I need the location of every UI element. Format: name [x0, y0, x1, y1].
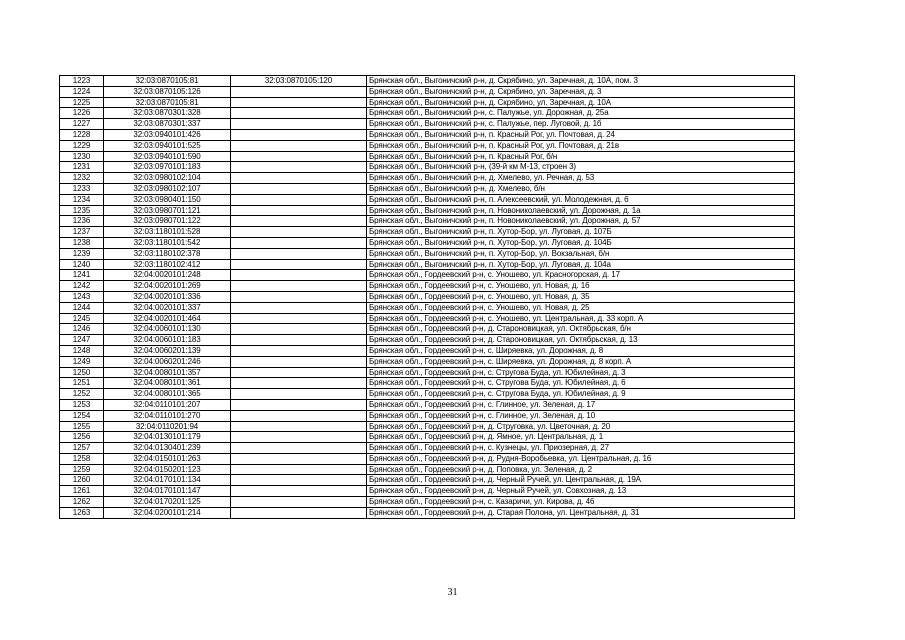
address-cell: Брянская обл., Выгоничский р-н, (39-й км М-13, строен 3) — [367, 162, 795, 173]
row-number-cell: 1233 — [60, 183, 104, 194]
table-row — [60, 108, 795, 119]
address-cell: Брянская обл., Выгоничский р-н, п. Хутор-Бор, ул. Луговая, д. 104а — [367, 259, 795, 270]
cadastral-number-cell: 32:03:0870105:81 — [104, 76, 231, 87]
row-number-cell: 1251 — [60, 378, 104, 389]
cadastral-number-cell: 32:04:0170101:147 — [104, 486, 231, 497]
related-cadastral-number-cell — [231, 335, 367, 346]
cadastral-number-cell: 32:04:0080101:365 — [104, 389, 231, 400]
row-number-cell: 1224 — [60, 86, 104, 97]
address-cell: Брянская обл., Выгоничский р-н, д. Хмелево, б/н — [367, 183, 795, 194]
row-number-cell: 1237 — [60, 227, 104, 238]
cadastral-number-cell: 32:04:0020101:336 — [104, 291, 231, 302]
cadastral-number-cell: 32:04:0150101:263 — [104, 453, 231, 464]
table-row — [60, 486, 795, 497]
cadastral-number-cell: 32:03:0940101:590 — [104, 151, 231, 162]
table-row — [60, 183, 795, 194]
row-number-cell: 1231 — [60, 162, 104, 173]
related-cadastral-number-cell — [231, 313, 367, 324]
table-row — [60, 97, 795, 108]
related-cadastral-number-cell — [231, 140, 367, 151]
cadastral-number-cell: 32:04:0080101:357 — [104, 367, 231, 378]
related-cadastral-number-cell — [231, 443, 367, 454]
table-row — [60, 475, 795, 486]
related-cadastral-number-cell — [231, 356, 367, 367]
row-number-cell: 1247 — [60, 335, 104, 346]
table-row — [60, 291, 795, 302]
related-cadastral-number-cell — [231, 173, 367, 184]
related-cadastral-number-cell — [231, 183, 367, 194]
related-cadastral-number-cell — [231, 119, 367, 130]
table-row — [60, 248, 795, 259]
address-cell: Брянская обл., Выгоничский р-н, п. Хутор-Бор, ул. Луговая, д. 107Б — [367, 227, 795, 238]
related-cadastral-number-cell — [231, 464, 367, 475]
row-number-cell: 1234 — [60, 194, 104, 205]
cadastral-number-cell: 32:04:0170101:134 — [104, 475, 231, 486]
address-cell: Брянская обл., Гордеевский р-н, с. Казаричи, ул. Кирова, д. 46 — [367, 497, 795, 508]
cadastral-number-cell: 32:03:1180101:542 — [104, 237, 231, 248]
row-number-cell: 1253 — [60, 399, 104, 410]
table-row — [60, 356, 795, 367]
cadastral-number-cell: 32:03:0870105:81 — [104, 97, 231, 108]
cadastral-number-cell: 32:03:0870301:337 — [104, 119, 231, 130]
table-row — [60, 410, 795, 421]
cadastral-number-cell: 32:04:0200101:214 — [104, 507, 231, 518]
address-cell: Брянская обл., Выгоничский р-н, д. Скрябино, ул. Заречная, д. 3 — [367, 86, 795, 97]
cadastral-number-cell: 32:04:0130401:239 — [104, 443, 231, 454]
table-row — [60, 194, 795, 205]
address-cell: Брянская обл., Гордеевский р-н, с. Уношево, ул. Новая, д. 16 — [367, 281, 795, 292]
cadastral-number-cell: 32:04:0080101:361 — [104, 378, 231, 389]
table-row — [60, 497, 795, 508]
table-row — [60, 378, 795, 389]
table-row — [60, 302, 795, 313]
cadastral-number-cell: 32:04:0110101:270 — [104, 410, 231, 421]
row-number-cell: 1259 — [60, 464, 104, 475]
cadastral-number-cell: 32:03:0980401:150 — [104, 194, 231, 205]
table-row — [60, 453, 795, 464]
row-number-cell: 1256 — [60, 432, 104, 443]
related-cadastral-number-cell — [231, 291, 367, 302]
address-cell: Брянская обл., Гордеевский р-н, с. Уношево, ул. Красногорская, д. 17 — [367, 270, 795, 281]
cadastral-number-cell: 32:04:0060101:183 — [104, 335, 231, 346]
related-cadastral-number-cell — [231, 389, 367, 400]
property-table — [59, 75, 795, 519]
address-cell: Брянская обл., Выгоничский р-н, п. Хутор-Бор, ул. Вокзальная, б/н — [367, 248, 795, 259]
row-number-cell: 1260 — [60, 475, 104, 486]
table-row — [60, 313, 795, 324]
cadastral-number-cell: 32:04:0060101:130 — [104, 324, 231, 335]
cadastral-number-cell: 32:03:0870105:126 — [104, 86, 231, 97]
table-row — [60, 140, 795, 151]
cadastral-number-cell: 32:03:0980701:122 — [104, 216, 231, 227]
address-cell: Брянская обл., Гордеевский р-н, с. Стругова Буда, ул. Юбилейная, д. 3 — [367, 367, 795, 378]
related-cadastral-number-cell — [231, 237, 367, 248]
row-number-cell: 1226 — [60, 108, 104, 119]
row-number-cell: 1223 — [60, 76, 104, 87]
table-row — [60, 162, 795, 173]
row-number-cell: 1249 — [60, 356, 104, 367]
address-cell: Брянская обл., Выгоничский р-н, п. Красный Рог, б/н — [367, 151, 795, 162]
row-number-cell: 1246 — [60, 324, 104, 335]
row-number-cell: 1240 — [60, 259, 104, 270]
cadastral-number-cell: 32:04:0150201:123 — [104, 464, 231, 475]
table-row — [60, 432, 795, 443]
address-cell: Брянская обл., Гордеевский р-н, с. Ширяевка, ул. Дорожная, д. 8 корп. А — [367, 356, 795, 367]
cadastral-number-cell: 32:04:0170201:125 — [104, 497, 231, 508]
table-row — [60, 345, 795, 356]
row-number-cell: 1229 — [60, 140, 104, 151]
address-cell: Брянская обл., Гордеевский р-н, д. Рудня-Воробьевка, ул. Центральная, д. 16 — [367, 453, 795, 464]
row-number-cell: 1262 — [60, 497, 104, 508]
cadastral-number-cell: 32:03:1180102:412 — [104, 259, 231, 270]
table-row — [60, 173, 795, 184]
cadastral-number-cell: 32:04:0020101:337 — [104, 302, 231, 313]
table-row — [60, 237, 795, 248]
address-cell: Брянская обл., Выгоничский р-н, п. Новониколаевский, ул. Дорожная, д. 57 — [367, 216, 795, 227]
related-cadastral-number-cell — [231, 324, 367, 335]
related-cadastral-number-cell — [231, 302, 367, 313]
cadastral-number-cell: 32:04:0020101:464 — [104, 313, 231, 324]
cadastral-number-cell: 32:03:0980102:107 — [104, 183, 231, 194]
cadastral-number-cell: 32:04:0110201:94 — [104, 421, 231, 432]
cadastral-number-cell: 32:03:0940101:426 — [104, 129, 231, 140]
address-cell: Брянская обл., Гордеевский р-н, д. Старая Полона, ул. Центральная, д. 31 — [367, 507, 795, 518]
address-cell: Брянская обл., Гордеевский р-н, д. Черный Ручей, ул. Центральная, д. 19А — [367, 475, 795, 486]
row-number-cell: 1236 — [60, 216, 104, 227]
related-cadastral-number-cell — [231, 378, 367, 389]
table-row — [60, 335, 795, 346]
cadastral-number-cell: 32:04:0060201:246 — [104, 356, 231, 367]
address-cell: Брянская обл., Выгоничский р-н, д. Скрябино, ул. Заречная, д. 10А, пом. 3 — [367, 76, 795, 87]
cadastral-number-cell: 32:03:0980701:121 — [104, 205, 231, 216]
table-row — [60, 270, 795, 281]
row-number-cell: 1255 — [60, 421, 104, 432]
row-number-cell: 1239 — [60, 248, 104, 259]
row-number-cell: 1241 — [60, 270, 104, 281]
address-cell: Брянская обл., Гордеевский р-н, с. Глинное, ул. Зеленая, д. 17 — [367, 399, 795, 410]
row-number-cell: 1252 — [60, 389, 104, 400]
address-cell: Брянская обл., Гордеевский р-н, с. Уношево, ул. Центральная, д. 33 корп. А — [367, 313, 795, 324]
cadastral-number-cell: 32:03:1180101:528 — [104, 227, 231, 238]
related-cadastral-number-cell — [231, 399, 367, 410]
related-cadastral-number-cell — [231, 108, 367, 119]
address-cell: Брянская обл., Гордеевский р-н, с. Уношево, ул. Новая, д. 25 — [367, 302, 795, 313]
related-cadastral-number-cell — [231, 475, 367, 486]
related-cadastral-number-cell: 32:03:0870105:120 — [231, 76, 367, 87]
related-cadastral-number-cell — [231, 367, 367, 378]
address-cell: Брянская обл., Выгоничский р-н, п. Красный Рог, ул. Почтовая, д. 21в — [367, 140, 795, 151]
row-number-cell: 1250 — [60, 367, 104, 378]
address-cell: Брянская обл., Гордеевский р-н, д. Струговка, ул. Цветочная, д. 20 — [367, 421, 795, 432]
address-cell: Брянская обл., Выгоничский р-н, д. Скрябино, ул. Заречная, д. 10А — [367, 97, 795, 108]
row-number-cell: 1225 — [60, 97, 104, 108]
table-row — [60, 367, 795, 378]
related-cadastral-number-cell — [231, 205, 367, 216]
address-cell: Брянская обл., Гордеевский р-н, с. Ширяевка, ул. Дорожная, д. 8 — [367, 345, 795, 356]
row-number-cell: 1243 — [60, 291, 104, 302]
cadastral-number-cell: 32:03:0980102:104 — [104, 173, 231, 184]
table-row — [60, 151, 795, 162]
table-row — [60, 76, 795, 87]
table-row — [60, 507, 795, 518]
related-cadastral-number-cell — [231, 507, 367, 518]
related-cadastral-number-cell — [231, 162, 367, 173]
related-cadastral-number-cell — [231, 281, 367, 292]
page-number: 31 — [447, 587, 458, 598]
address-cell: Брянская обл., Гордеевский р-н, д. Ямное, ул. Центральная, д. 1 — [367, 432, 795, 443]
cadastral-number-cell: 32:03:0940101:525 — [104, 140, 231, 151]
related-cadastral-number-cell — [231, 129, 367, 140]
cadastral-number-cell: 32:04:0130101:179 — [104, 432, 231, 443]
related-cadastral-number-cell — [231, 270, 367, 281]
related-cadastral-number-cell — [231, 421, 367, 432]
row-number-cell: 1263 — [60, 507, 104, 518]
cadastral-number-cell: 32:03:1180102:378 — [104, 248, 231, 259]
table-row — [60, 324, 795, 335]
table-row — [60, 421, 795, 432]
row-number-cell: 1238 — [60, 237, 104, 248]
related-cadastral-number-cell — [231, 86, 367, 97]
cadastral-number-cell: 32:04:0110101:207 — [104, 399, 231, 410]
related-cadastral-number-cell — [231, 97, 367, 108]
related-cadastral-number-cell — [231, 486, 367, 497]
table-row — [60, 216, 795, 227]
row-number-cell: 1248 — [60, 345, 104, 356]
address-cell: Брянская обл., Выгоничский р-н, п. Алексеевский, ул. Молодежная, д. 6 — [367, 194, 795, 205]
related-cadastral-number-cell — [231, 410, 367, 421]
address-cell: Брянская обл., Гордеевский р-н, д. Староновицкая, ул. Октябрьская, д. 13 — [367, 335, 795, 346]
row-number-cell: 1232 — [60, 173, 104, 184]
table-row — [60, 227, 795, 238]
table-row — [60, 119, 795, 130]
table-row — [60, 389, 795, 400]
cadastral-number-cell: 32:03:0870301:328 — [104, 108, 231, 119]
related-cadastral-number-cell — [231, 259, 367, 270]
address-cell: Брянская обл., Гордеевский р-н, с. Стругова Буда, ул. Юбилейная, д. 9 — [367, 389, 795, 400]
row-number-cell: 1242 — [60, 281, 104, 292]
row-number-cell: 1261 — [60, 486, 104, 497]
table-row — [60, 281, 795, 292]
address-cell: Брянская обл., Гордеевский р-н, с. Стругова Буда, ул. Юбилейная, д. 6 — [367, 378, 795, 389]
address-cell: Брянская обл., Выгоничский р-н, п. Новониколаевский, ул. Дорожная, д. 1а — [367, 205, 795, 216]
table-row — [60, 464, 795, 475]
related-cadastral-number-cell — [231, 151, 367, 162]
row-number-cell: 1227 — [60, 119, 104, 130]
row-number-cell: 1257 — [60, 443, 104, 454]
address-cell: Брянская обл., Выгоничский р-н, с. Палужье, ул. Дорожная, д. 25а — [367, 108, 795, 119]
table-row — [60, 259, 795, 270]
address-cell: Брянская обл., Гордеевский р-н, с. Глинное, ул. Зеленая, д. 10 — [367, 410, 795, 421]
related-cadastral-number-cell — [231, 345, 367, 356]
row-number-cell: 1230 — [60, 151, 104, 162]
table-row — [60, 205, 795, 216]
address-cell: Брянская обл., Гордеевский р-н, д. Черный Ручей, ул. Совхозная, д. 13 — [367, 486, 795, 497]
related-cadastral-number-cell — [231, 194, 367, 205]
row-number-cell: 1244 — [60, 302, 104, 313]
address-cell: Брянская обл., Гордеевский р-н, д. Староновицкая, ул. Октябрьская, б/н — [367, 324, 795, 335]
address-cell: Брянская обл., Гордеевский р-н, с. Уношево, ул. Новая, д. 35 — [367, 291, 795, 302]
address-cell: Брянская обл., Гордеевский р-н, с. Кузнецы, ул. Приозерная, д. 27 — [367, 443, 795, 454]
row-number-cell: 1245 — [60, 313, 104, 324]
address-cell: Брянская обл., Гордеевский р-н, д. Поповка, ул. Зеленая, д. 2 — [367, 464, 795, 475]
cadastral-number-cell: 32:04:0020101:269 — [104, 281, 231, 292]
address-cell: Брянская обл., Выгоничский р-н, п. Красный Рог, ул. Почтовая, д. 24 — [367, 129, 795, 140]
related-cadastral-number-cell — [231, 216, 367, 227]
row-number-cell: 1228 — [60, 129, 104, 140]
table-row — [60, 86, 795, 97]
related-cadastral-number-cell — [231, 497, 367, 508]
cadastral-number-cell: 32:04:0060201:139 — [104, 345, 231, 356]
related-cadastral-number-cell — [231, 432, 367, 443]
cadastral-number-cell: 32:04:0020101:248 — [104, 270, 231, 281]
row-number-cell: 1254 — [60, 410, 104, 421]
address-cell: Брянская обл., Выгоничский р-н, д. Хмелево, ул. Речная, д. 53 — [367, 173, 795, 184]
row-number-cell: 1258 — [60, 453, 104, 464]
address-cell: Брянская обл., Выгоничский р-н, п. Хутор-Бор, ул. Луговая, д. 104Б — [367, 237, 795, 248]
related-cadastral-number-cell — [231, 227, 367, 238]
cadastral-number-cell: 32:03:0970101:183 — [104, 162, 231, 173]
related-cadastral-number-cell — [231, 248, 367, 259]
table-body — [60, 76, 795, 519]
table-row — [60, 399, 795, 410]
row-number-cell: 1235 — [60, 205, 104, 216]
table-row — [60, 443, 795, 454]
related-cadastral-number-cell — [231, 453, 367, 464]
table-row — [60, 129, 795, 140]
address-cell: Брянская обл., Выгоничский р-н, с. Палужье, пер. Луговой, д. 1б — [367, 119, 795, 130]
